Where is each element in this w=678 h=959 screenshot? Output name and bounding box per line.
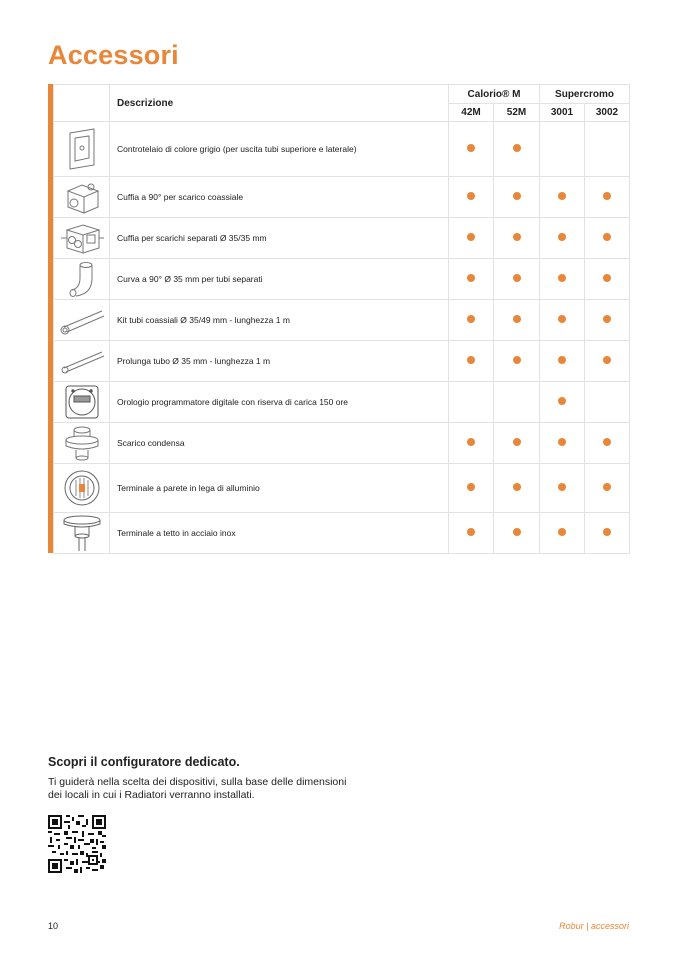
avail-cell	[585, 177, 630, 218]
footer-brand: Robur | accessori	[559, 921, 629, 931]
avail-cell	[540, 177, 585, 218]
avail-cell	[585, 122, 630, 177]
table-row	[54, 300, 630, 341]
wall-terminal-icon	[54, 464, 110, 513]
avail-cell	[585, 423, 630, 464]
avail-cell	[585, 218, 630, 259]
availability-dot	[513, 528, 521, 536]
row-description: Kit tubi coassiali Ø 35/49 mm - lunghezza 1 m	[110, 300, 449, 341]
availability-dot	[603, 438, 611, 446]
avail-cell	[540, 341, 585, 382]
avail-cell	[494, 177, 540, 218]
avail-cell	[449, 218, 494, 259]
row-description: Prolunga tubo Ø 35 mm - lunghezza 1 m	[110, 341, 449, 382]
availability-dot	[513, 438, 521, 446]
accessories-table	[53, 84, 630, 554]
avail-cell	[449, 464, 494, 513]
group-header-calorio: Calorio® M	[449, 85, 540, 104]
avail-cell	[585, 464, 630, 513]
availability-dot	[467, 274, 475, 282]
table-row	[54, 341, 630, 382]
table-row	[54, 513, 630, 554]
elbow-pipe-icon	[54, 259, 110, 300]
availability-dot	[603, 483, 611, 491]
availability-dot	[558, 192, 566, 200]
page-number: 10	[48, 921, 59, 931]
availability-dot	[467, 144, 475, 152]
cowl-90-icon	[54, 177, 110, 218]
availability-dot	[467, 233, 475, 241]
availability-dot	[467, 528, 475, 536]
row-description: Controtelaio di colore grigio (per uscita tubi superiore e laterale)	[110, 122, 449, 177]
availability-dot	[603, 192, 611, 200]
availability-dot	[467, 438, 475, 446]
availability-dot	[513, 315, 521, 323]
promo-line-2: dei locali in cui i Radiatori verranno installati.	[48, 789, 255, 801]
avail-cell	[540, 464, 585, 513]
availability-dot	[558, 438, 566, 446]
table-row	[54, 259, 630, 300]
row-description: Curva a 90° Ø 35 mm per tubi separati	[110, 259, 449, 300]
condensate-drain-icon	[54, 423, 110, 464]
availability-dot	[467, 356, 475, 364]
avail-cell	[449, 513, 494, 554]
avail-cell	[494, 300, 540, 341]
qr-code-icon[interactable]	[48, 815, 106, 873]
availability-dot	[558, 483, 566, 491]
avail-cell	[585, 259, 630, 300]
row-description: Terminale a parete in lega di alluminio	[110, 464, 449, 513]
table-row	[54, 464, 630, 513]
avail-cell	[494, 259, 540, 300]
table-row	[54, 382, 630, 423]
availability-dot	[513, 192, 521, 200]
table-row	[54, 177, 630, 218]
row-description: Orologio programmatore digitale con riserva di carica 150 ore	[110, 382, 449, 423]
promo-title: Scopri il configuratore dedicato.	[48, 755, 240, 769]
avail-cell	[585, 382, 630, 423]
model-header-42m: 42M	[449, 104, 494, 122]
timer-icon	[54, 382, 110, 423]
avail-cell	[494, 382, 540, 423]
avail-cell	[540, 423, 585, 464]
avail-cell	[494, 218, 540, 259]
availability-dot	[558, 315, 566, 323]
availability-dot	[513, 144, 521, 152]
avail-cell	[540, 382, 585, 423]
promo-line-1: Ti guiderà nella scelta dei dispositivi, sulla base delle dimensioni	[48, 776, 347, 788]
availability-dot	[513, 483, 521, 491]
availability-dot	[603, 233, 611, 241]
availability-dot	[558, 274, 566, 282]
avail-cell	[449, 122, 494, 177]
avail-cell	[449, 259, 494, 300]
avail-cell	[540, 300, 585, 341]
row-description: Terminale a tetto in acciaio inox	[110, 513, 449, 554]
avail-cell	[494, 513, 540, 554]
avail-cell	[449, 423, 494, 464]
avail-cell	[585, 513, 630, 554]
description-header: Descrizione	[110, 85, 449, 122]
row-description: Cuffia a 90° per scarico coassiale	[110, 177, 449, 218]
avail-cell	[540, 513, 585, 554]
avail-cell	[494, 464, 540, 513]
avail-cell	[540, 218, 585, 259]
availability-dot	[603, 528, 611, 536]
model-header-3002: 3002	[585, 104, 630, 122]
availability-dot	[558, 356, 566, 364]
availability-dot	[558, 528, 566, 536]
availability-dot	[467, 315, 475, 323]
availability-dot	[467, 192, 475, 200]
availability-dot	[603, 315, 611, 323]
page-title: Accessori	[48, 40, 179, 70]
avail-cell	[449, 300, 494, 341]
avail-cell	[540, 259, 585, 300]
row-description: Cuffia per scarichi separati Ø 35/35 mm	[110, 218, 449, 259]
avail-cell	[449, 382, 494, 423]
avail-cell	[449, 341, 494, 382]
table-row	[54, 122, 630, 177]
avail-cell	[494, 122, 540, 177]
table-row	[54, 423, 630, 464]
availability-dot	[467, 483, 475, 491]
availability-dot	[513, 356, 521, 364]
avail-cell	[449, 177, 494, 218]
availability-dot	[558, 233, 566, 241]
availability-dot	[603, 274, 611, 282]
coaxial-pipe-icon	[54, 300, 110, 341]
cowl-separate-icon	[54, 218, 110, 259]
avail-cell	[540, 122, 585, 177]
group-header-supercromo: Supercromo	[540, 85, 630, 104]
pipe-extension-icon	[54, 341, 110, 382]
row-description: Scarico condensa	[110, 423, 449, 464]
avail-cell	[585, 300, 630, 341]
promo-text	[48, 776, 408, 802]
table-row	[54, 218, 630, 259]
availability-dot	[603, 356, 611, 364]
avail-cell	[585, 341, 630, 382]
avail-cell	[494, 423, 540, 464]
availability-dot	[558, 397, 566, 405]
avail-cell	[494, 341, 540, 382]
model-header-3001: 3001	[540, 104, 585, 122]
availability-dot	[513, 233, 521, 241]
model-header-52m: 52M	[494, 104, 540, 122]
image-header	[54, 85, 110, 122]
availability-dot	[513, 274, 521, 282]
roof-terminal-icon	[54, 513, 110, 554]
frame-icon	[54, 122, 110, 177]
